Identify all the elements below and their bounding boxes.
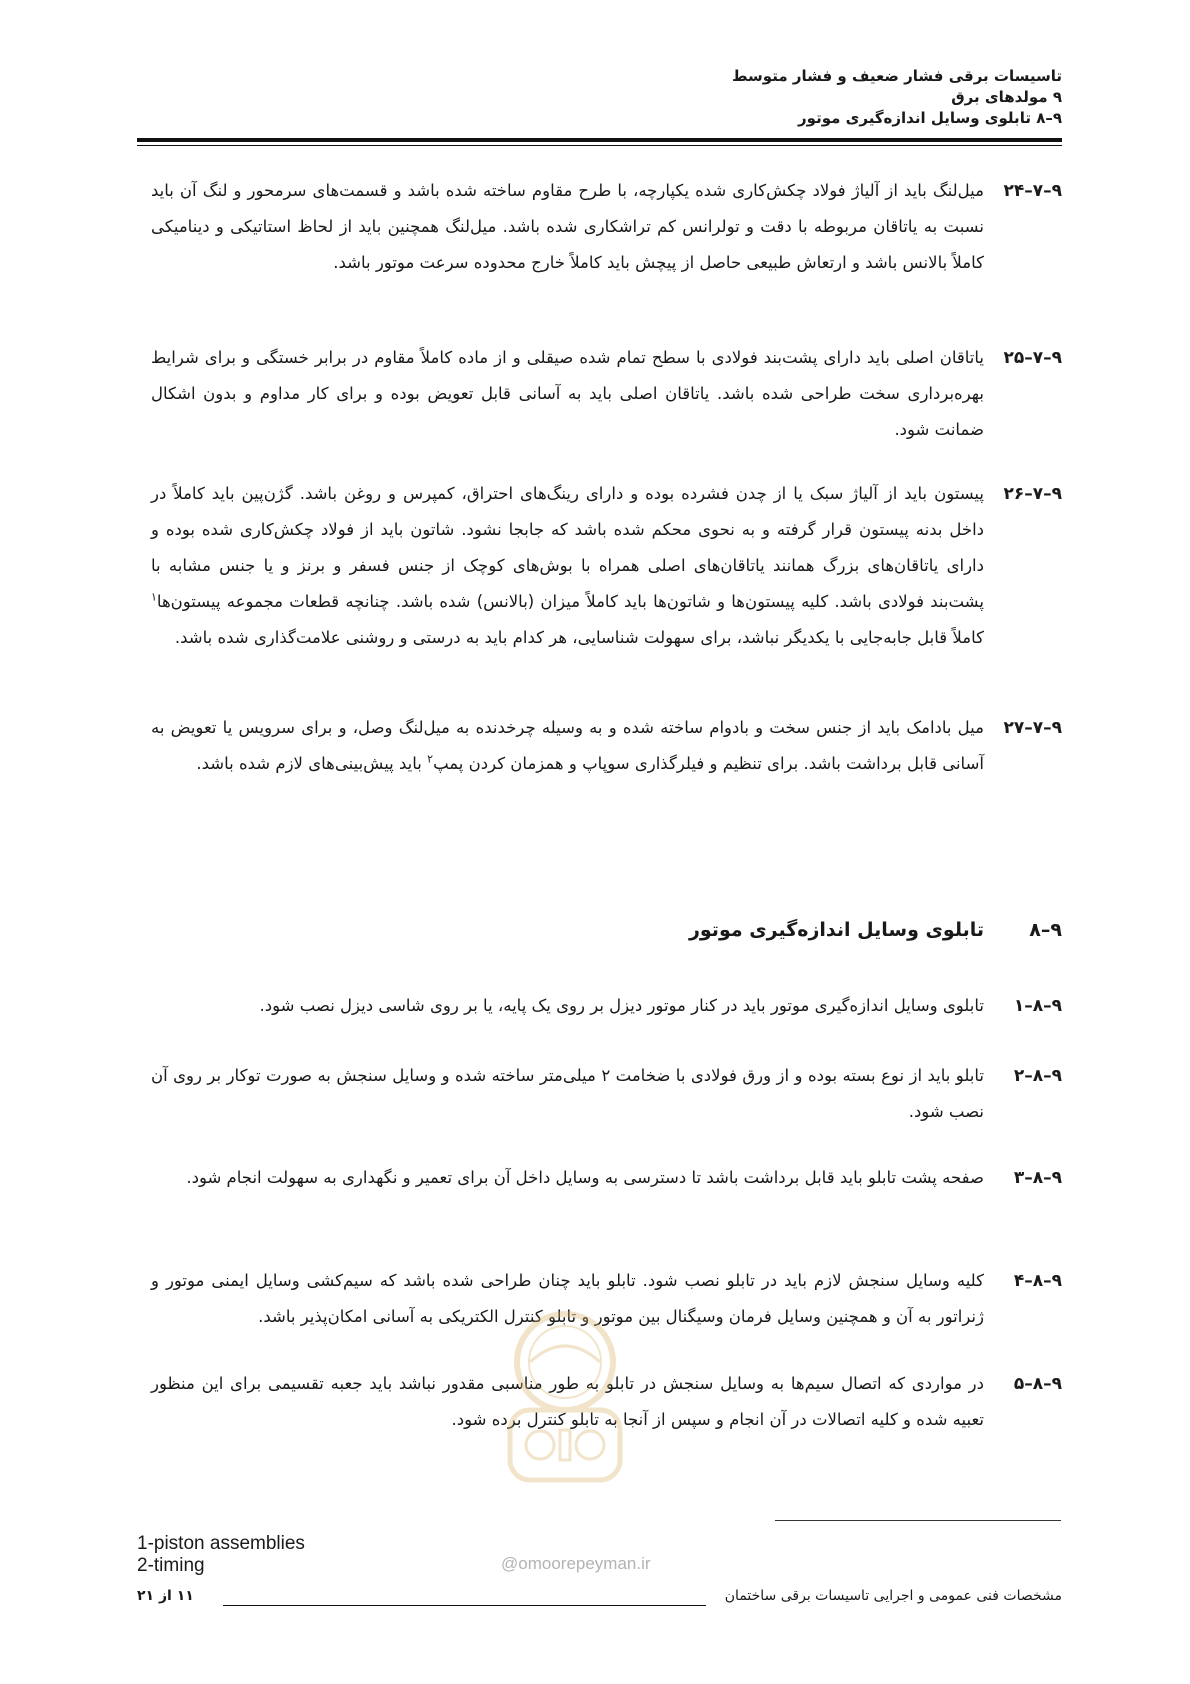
- clause-number: ۹–۷–۲۷: [1003, 718, 1062, 738]
- clause-number: ۹–۷–۲۵: [1003, 348, 1062, 368]
- footer-rule: [223, 1605, 706, 1606]
- footnote-ref-1: ۱: [151, 590, 157, 604]
- running-header: [362, 66, 1062, 129]
- watermark-seal-icon: [490, 1300, 640, 1500]
- clause-number: ۹–۸–۳: [1013, 1168, 1062, 1188]
- footer-title: مشخصات فنی عمومی و اجرایی تاسیسات برقی ساختمان: [724, 1588, 1062, 1604]
- clause-9-7-26: [137, 476, 1062, 656]
- header-line-1: تاسیسات برقی فشار ضعیف و فشار متوسط: [731, 67, 1062, 85]
- clause-9-8-2: [137, 1058, 1062, 1130]
- page-number: ۱۱ از ۲۱: [137, 1588, 194, 1604]
- clause-text: کلیه وسایل سنجش لازم باید در تابلو نصب شود. تابلو باید چنان طراحی شده باشد که سیم‌کشی وسایل ایمنی موتور و ژنراتور به آن و همچنین وسایل فرمان وسیگنال بین موتور و تابلو کنترل الکتریکی به آسانی امکان‌پذیر باشد.: [151, 1271, 984, 1326]
- page-footer: [137, 1588, 1062, 1612]
- clause-text-part: میل بادامک باید از جنس سخت و بادوام ساخته شده و به وسیله چرخدنده به میل‌لنگ وصل، و برای سرویس یا تعویض به آسانی قابل برداشت باشد. برای تنظیم و فیلرگذاری سوپاپ و همزمان کردن پمپ: [151, 718, 984, 773]
- footnote-ref-2: ۲: [427, 752, 434, 766]
- footnote-2: 2-timing: [137, 1555, 205, 1576]
- clause-number: ۹–۸–۲: [1013, 1066, 1062, 1086]
- clause-text: صفحه پشت تابلو باید قابل برداشت باشد تا دسترسی به وسایل داخل آن برای تعمیر و نگهداری به سهولت انجام شود.: [186, 1168, 984, 1187]
- section-heading: [137, 912, 1062, 948]
- watermark-url: @omoorepeyman.ir: [501, 1554, 651, 1573]
- section-number: ۹–۸: [1029, 919, 1062, 941]
- clause-text: [151, 710, 984, 782]
- clause-text-part: باید پیش‌بینی‌های لازم شده باشد.: [196, 754, 422, 773]
- clause-text-part: پیستون باید از آلیاژ سبک یا از چدن فشرده بوده و دارای رینگ‌های احتراق، کمپرس و روغن باشد. گژن‌پین باید کاملاً در داخل بدنه پیستون قرار گرفته و به نحوی محکم شده باشد که جابجا نشود. شاتون باید از فولاد چکش‌کاری شده بوده و دارای یاتاقان‌های بزرگ همانند یاتاقان‌های اصلی همراه با بوش‌های کوچک از جنس فسفر و برنز و یا جنس مشابه با پشت‌بند فولادی باشد. کلیه پیستون‌ها و شاتون‌ها باید کاملاً میزان (بالانس) شده باشد. چنانچه قطعات مجموعه پیستون‌ها: [151, 484, 984, 611]
- footnote-rule: [775, 1520, 1061, 1521]
- clause-9-7-25: [137, 340, 1062, 448]
- footnote-1: 1-piston assemblies: [137, 1533, 305, 1554]
- header-line-3: ۹–۸ تابلوی وسایل اندازه‌گیری موتور: [798, 109, 1062, 127]
- header-rule-thin: [137, 145, 1062, 146]
- section-title: تابلوی وسایل اندازه‌گیری موتور: [688, 919, 984, 941]
- clause-text: یاتاقان اصلی باید دارای پشت‌بند فولادی با سطح تمام شده صیقلی و از ماده کاملاً مقاوم در برابر خستگی و برای شرایط بهره‌برداری سخت طراحی شده باشد. یاتاقان اصلی باید به آسانی قابل تعویض بوده و برای کار مداوم و بدون اشکال ضمانت شود.: [151, 348, 984, 439]
- clause-number: ۹–۸–۴: [1013, 1271, 1062, 1291]
- clause-text: تابلو باید از نوع بسته بوده و از ورق فولادی با ضخامت ۲ میلی‌متر ساخته شده و وسایل سنجش به صورت توکار بر روی آن نصب شود.: [151, 1066, 984, 1121]
- clause-9-8-3: [137, 1160, 1062, 1196]
- clause-text: تابلوی وسایل اندازه‌گیری موتور باید در کنار موتور دیزل بر روی یک پایه، یا بر روی شاسی دیزل نصب شود.: [259, 996, 984, 1015]
- clause-text: [151, 476, 984, 656]
- clause-9-8-1: [137, 988, 1062, 1024]
- clause-9-7-24: [137, 173, 1062, 281]
- clause-number: ۹–۸–۵: [1013, 1374, 1062, 1394]
- clause-text: در مواردی که اتصال سیم‌ها به وسایل سنجش در تابلو به طور مناسبی مقدور نباشد باید جعبه تقسیمی برای این منظور تعبیه شده و کلیه اتصالات در آن انجام و سپس از آنجا به تابلو کنترل برده شود.: [151, 1374, 984, 1429]
- header-line-2: ۹ مولدهای برق: [951, 88, 1062, 106]
- clause-text-part: کاملاً قابل جابه‌جایی با یکدیگر نباشد، برای سهولت شناسایی، هر کدام باید به درستی و روشنی علامت‌گذاری شده باشد.: [174, 628, 984, 647]
- clause-number: ۹–۷–۲۴: [1003, 181, 1062, 201]
- clause-number: ۹–۸–۱: [1013, 996, 1062, 1016]
- header-rule-thick: [137, 138, 1062, 142]
- clause-number: ۹–۷–۲۶: [1003, 484, 1062, 504]
- clause-text: میل‌لنگ باید از آلیاژ فولاد چکش‌کاری شده یکپارچه، با طرح مقاوم ساخته شده باشد و قسمت‌های سرمحور و لنگ آن باید نسبت به یاتاقان مربوطه با دقت و تولرانس کم تراشکاری شده باشد. میل‌لنگ همچنین باید از لحاظ استاتیکی و دینامیکی کاملاً بالانس باشد و ارتعاش طبیعی حاصل از پیچش باید کاملاً خارج محدوده سرعت موتور باشد.: [151, 181, 984, 272]
- clause-9-7-27: [137, 710, 1062, 782]
